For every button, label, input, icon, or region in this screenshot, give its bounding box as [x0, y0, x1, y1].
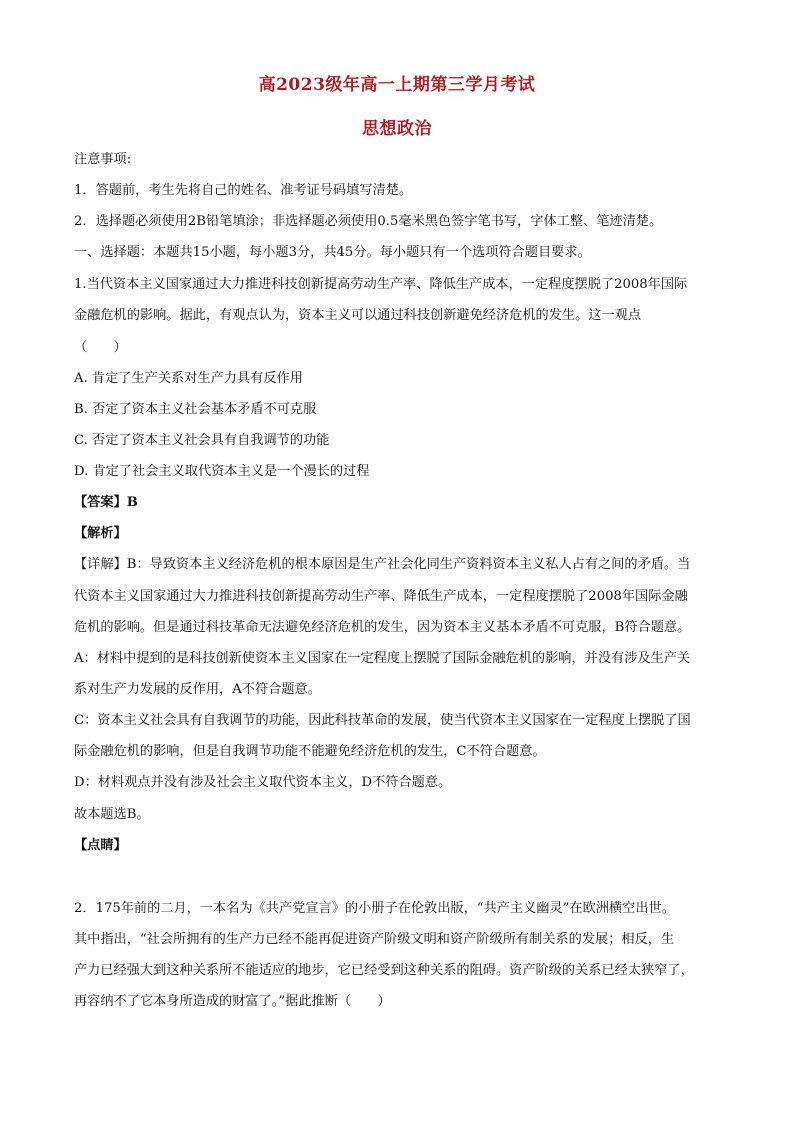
q1-comment-tag: 【点睛】	[74, 838, 127, 853]
q1-stem-line-3: （ ）	[74, 340, 127, 355]
exam-title: 高2023级年高一上期第三学月考试	[258, 75, 536, 95]
q1-option-b: B. 否定了资本主义社会基本矛盾不可克服	[74, 402, 317, 417]
q1-analysis-tag: 【解析】	[74, 526, 127, 541]
notes-item-1: 1．答题前，考生先将自己的姓名、准考证号码填写清楚。	[74, 183, 413, 198]
q1-detail-line-7: 际金融危机的影响，但是自我调节功能不能避免经济危机的发生，C不符合题意。	[74, 744, 546, 759]
q2-stem-line-4: 再容纳不了它本身所造成的财富了。”据此推断（ ）	[74, 994, 391, 1009]
section-heading: 一、选择题：本题共15小题，每小题3分，共45分。每小题只有一个选项符合题目要求。	[74, 245, 591, 260]
subject-title: 思想政治	[362, 119, 432, 139]
q2-stem-line-1: 2．175年前的二月，一本名为《共产党宣言》的小册子在伦敦出版，“共产主义幽灵”在欧洲横空出世。	[74, 901, 675, 916]
q1-detail-line-5: 系对生产力发展的反作用，A不符合题意。	[74, 682, 321, 697]
q1-option-d: D. 肯定了社会主义取代资本主义是一个漫长的过程	[74, 464, 370, 479]
q1-detail-line-8: D：材料观点并没有涉及社会主义取代资本主义，D不符合题意。	[74, 775, 452, 790]
q1-stem-line-1: 1.当代资本主义国家通过大力推进科技创新提高劳动生产率、降低生产成本，一定程度摆脱了2008年国际	[74, 277, 688, 292]
q1-detail-line-4: A：材料中提到的是科技创新使资本主义国家在一定程度上摆脱了国际金融危机的影响，并没有涉及生产关	[74, 651, 691, 666]
q1-detail-line-2: 代资本主义国家通过大力推进科技创新提高劳动生产率、降低生产成本，一定程度摆脱了2008年国际金融	[74, 589, 688, 604]
q2-stem-line-3: 产力已经强大到这种关系所不能适应的地步，它已经受到这种关系的阻碍。资产阶级的关系已经太狭窄了，	[74, 963, 694, 978]
notes-heading: 注意事项:	[74, 152, 132, 167]
q1-detail-line-1: 【详解】B：导致资本主义经济危机的根本原因是生产社会化同生产资料资本主义私人占有之间的矛盾。当	[74, 557, 691, 572]
q1-stem-line-2: 金融危机的影响。据此，有观点认为，资本主义可以通过科技创新避免经济危机的发生。这一观点	[74, 308, 642, 323]
q2-stem-line-2: 其中指出，“社会所拥有的生产力已经不能再促进资产阶级文明和资产阶级所有制关系的发展；相反，生	[74, 932, 675, 947]
q1-detail-line-6: C：资本主义社会具有自我调节的功能，因此科技革命的发展，使当代资本主义国家在一定程度上摆脱了国	[74, 713, 691, 728]
notes-item-2: 2．选择题必须使用2B铅笔填涂；非选择题必须使用0.5毫米黑色签字笔书写，字体工整、笔迹清楚。	[74, 214, 663, 229]
q1-conclusion: 故本题选B。	[74, 807, 150, 822]
q1-option-c: C. 否定了资本主义社会具有自我调节的功能	[74, 433, 330, 448]
q1-answer: 【答案】B	[74, 495, 138, 510]
q1-option-a: A. 肯定了生产关系对生产力具有反作用	[74, 371, 303, 386]
q1-detail-line-3: 危机的影响。但是通过科技革命无法避免经济危机的发生，因为资本主义基本矛盾不可克服，B符合题意。	[74, 620, 691, 635]
